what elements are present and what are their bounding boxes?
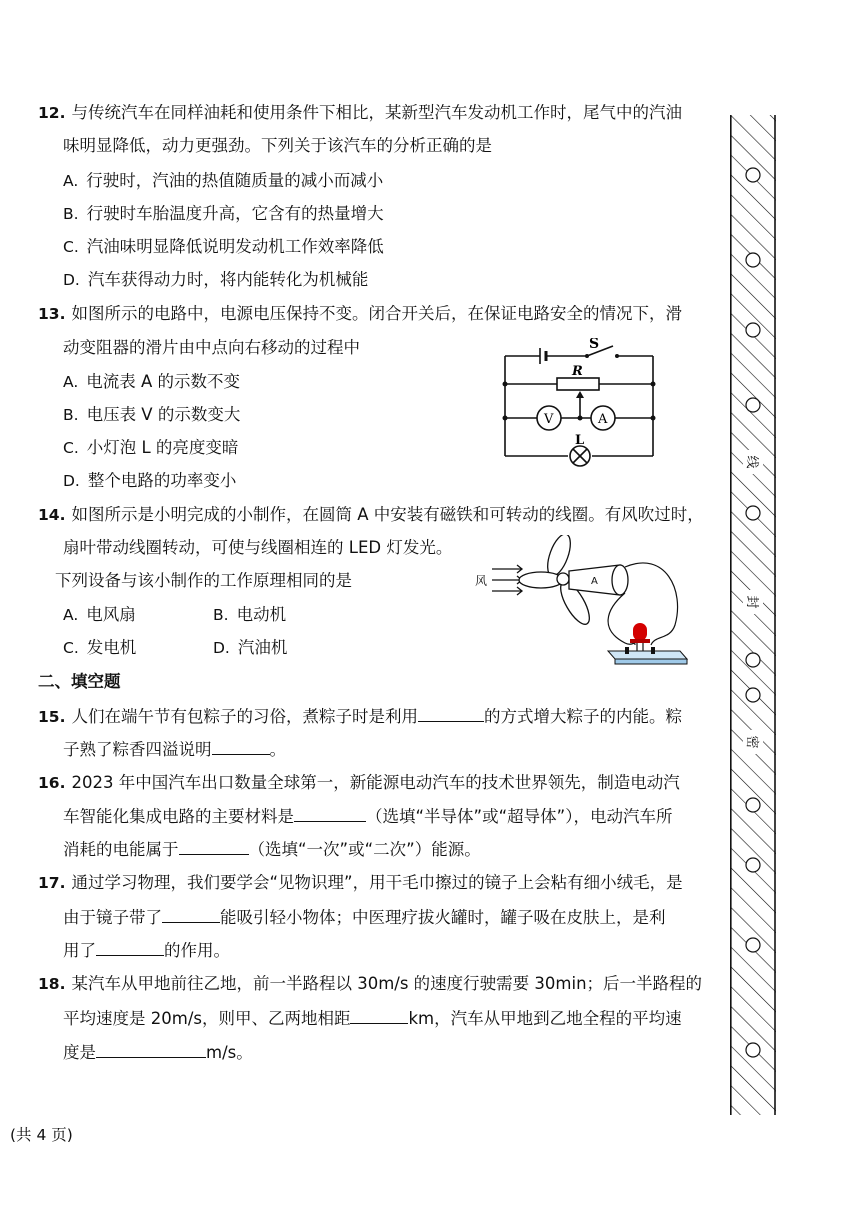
q17-line-2: 由于镜子带了 能吸引轻小物体；中医理疗拔火罐时，罐子吸在皮肤上，是利 [63, 908, 666, 927]
binding-mark-mi: 密 [744, 735, 759, 749]
section-heading-fill-in: 二、填空题 [38, 672, 121, 691]
q14-stem-line-2: 扇叶带动线圈转动，可使与线圈相连的 LED 灯发光。 [63, 538, 453, 557]
voltmeter-label: V [544, 412, 554, 427]
q16-blank-2[interactable] [179, 838, 249, 855]
q16-line-2: 车智能化集成电路的主要材料是 （选填“半导体”或“超导体”），电动汽车所 [63, 807, 673, 826]
q14-stem-line-3: 下列设备与该小制作的工作原理相同的是 [55, 571, 352, 590]
switch-label: S [589, 338, 600, 352]
q13-circuit-diagram [495, 338, 665, 468]
q14-option-b: B. 电动机 [213, 605, 287, 624]
lamp-label: L [575, 433, 585, 448]
q12-number: 12. [38, 104, 66, 122]
q13-option-a: A. 电流表 A 的示数不变 [63, 372, 241, 391]
q18-number: 18. [38, 975, 66, 993]
led-icon [630, 623, 650, 653]
cylinder-a [569, 565, 628, 595]
q14-option-d: D. 汽油机 [213, 638, 288, 657]
q18-line-3: 度是 m/s。 [63, 1043, 253, 1062]
q12-option-b: B. 行驶时车胎温度升高，它含有的热量增大 [63, 204, 384, 223]
q13-option-c: C. 小灯泡 L 的亮度变暗 [63, 438, 239, 457]
q13-stem-line-2: 动变阻器的滑片由中点向右移动的过程中 [63, 338, 360, 357]
wind-arrows-icon [492, 565, 522, 595]
q13-option-b: B. 电压表 V 的示数变大 [63, 405, 241, 424]
q14-options-row-1 [63, 604, 286, 626]
q14-options-row-2 [63, 637, 287, 659]
q15-blank-1[interactable] [418, 705, 484, 722]
q12-stem-line-2: 味明显降低，动力更强劲。下列关于该汽车的分析正确的是 [63, 136, 492, 155]
q16-number: 16. [38, 774, 66, 792]
q15-line-2: 子熟了粽香四溢说明 。 [63, 740, 286, 759]
q14-stem-line-1: 14. 如图所示是小明完成的小制作，在圆筒 A 中安装有磁铁和可转动的线圈。有风吹过时， [38, 505, 704, 524]
q15-line-1: 15. 人们在端午节有包粽子的习俗，煮粽子时是利用 的方式增大粽子的内能。粽 [38, 707, 682, 726]
q14-option-c: C. 发电机 [63, 638, 137, 657]
q13-number: 13. [38, 305, 66, 323]
binding-mark-feng: 封 [744, 595, 759, 609]
cylinder-label: A [591, 576, 598, 587]
q12-option-d: D. 汽车获得动力时，将内能转化为机械能 [63, 270, 369, 289]
q17-number: 17. [38, 874, 66, 892]
q12-stem-line-1: 12. 与传统汽车在同样油耗和使用条件下相比，某新型汽车发动机工作时，尾气中的汽油 [38, 103, 682, 122]
q18-blank-2[interactable] [96, 1041, 206, 1058]
wind-label: 风 [475, 574, 488, 588]
binding-mark-xian: 线 [744, 455, 759, 469]
q18-line-1: 18. 某汽车从甲地前往乙地，前一半路程以 30m/s 的速度行驶需要 30min；后一半路程的 [38, 974, 703, 993]
rheostat [557, 378, 599, 390]
q12-option-c: C. 汽油味明显降低说明发动机工作效率降低 [63, 237, 384, 256]
base-board [608, 647, 687, 664]
q14-wind-generator-figure [475, 535, 690, 670]
q12-option-a: A. 行驶时，汽油的热值随质量的减小而减小 [63, 171, 384, 190]
q17-line-3: 用了 的作用。 [63, 941, 230, 960]
q13-stem-line-1: 13. 如图所示的电路中，电源电压保持不变。闭合开关后，在保证电路安全的情况下，滑 [38, 304, 682, 323]
q16-line-3: 消耗的电能属于 （选填“一次”或“二次”）能源。 [63, 840, 481, 859]
q17-blank-1[interactable] [162, 906, 220, 923]
rheostat-label: R [572, 364, 583, 379]
q15-number: 15. [38, 708, 66, 726]
q18-blank-1[interactable] [350, 1007, 408, 1024]
q18-line-2: 平均速度是 20m/s，则甲、乙两地相距 km，汽车从甲地到乙地全程的平均速 [63, 1009, 682, 1028]
page-footer: (共 4 页) [10, 1126, 73, 1144]
q17-line-1: 17. 通过学习物理，我们要学会“见物识理”，用干毛巾擦过的镜子上会粘有细小绒毛，是 [38, 873, 683, 892]
ammeter-label: A [598, 412, 608, 427]
q15-blank-2[interactable] [212, 738, 270, 755]
q13-option-d: D. 整个电路的功率变小 [63, 471, 237, 490]
q16-line-1: 16. 2023 年中国汽车出口数量全球第一，新能源电动汽车的技术世界领先，制造电动汽 [38, 773, 680, 792]
q16-blank-1[interactable] [294, 805, 366, 822]
binding-strip [730, 115, 776, 1115]
q14-option-a: A. 电风扇 [63, 605, 136, 624]
q14-number: 14. [38, 506, 66, 524]
q17-blank-2[interactable] [96, 939, 164, 956]
